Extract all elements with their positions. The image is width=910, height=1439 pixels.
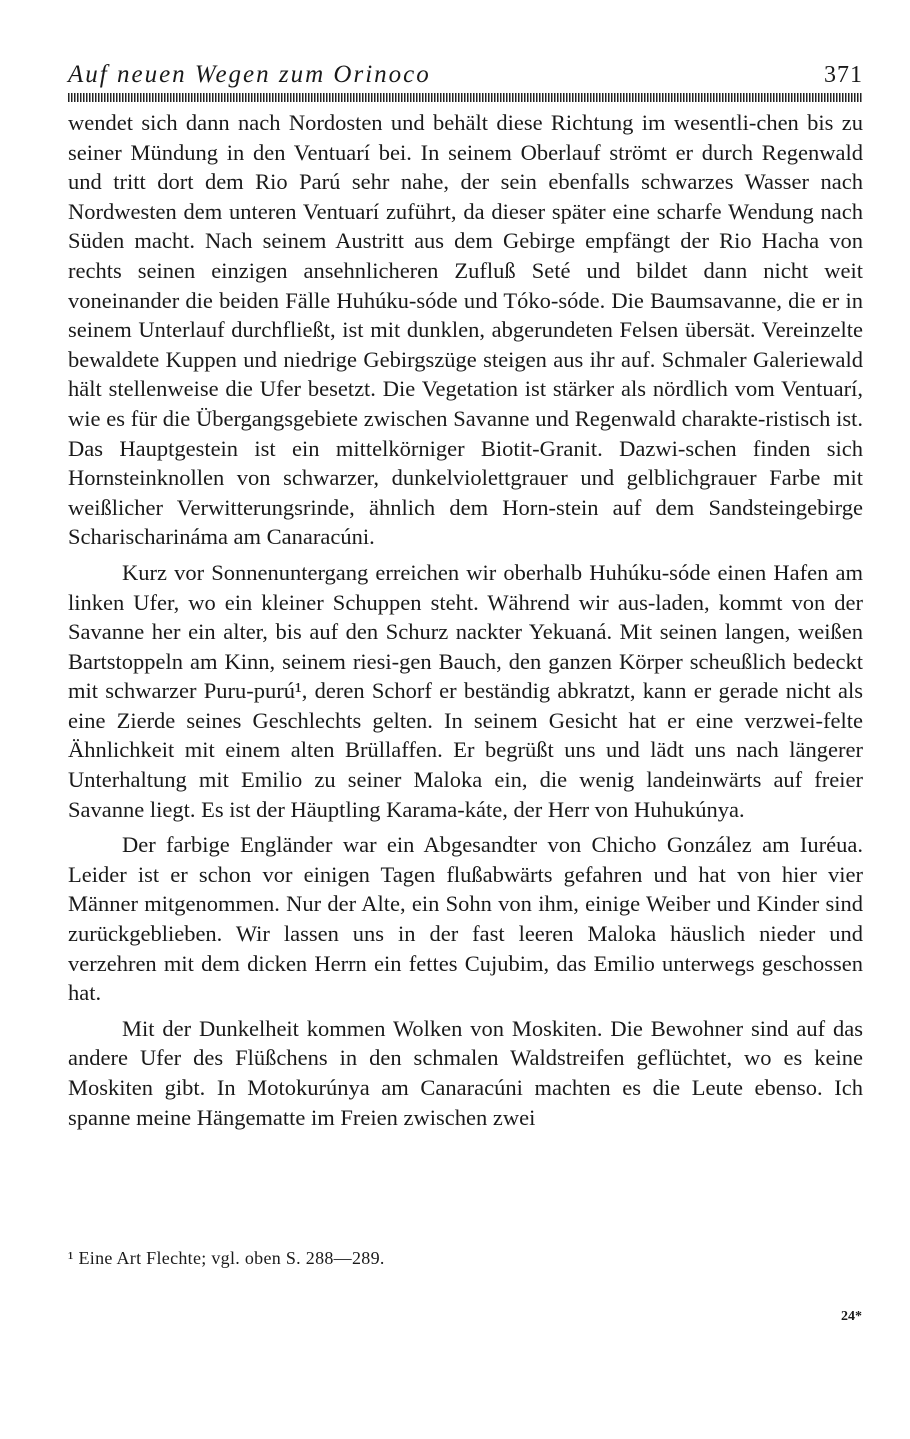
page-number: 371 [824, 62, 863, 88]
paragraph: Mit der Dunkelheit kommen Wolken von Moskiten. Die Bewohner sind auf das andere Ufer des Flüßchens in den schmalen Waldstreifen geflüchtet, wo es keine Moskiten gibt. In Motokurúnya am Canaracúni machten es die Leute ebenso. Ich spanne meine Hängematte im Freien zwischen zwei [68, 1015, 863, 1130]
page-header [68, 60, 863, 90]
paragraph: wendet sich dann nach Nordosten und behält diese Richtung im wesentli-chen bis zu seiner Mündung in den Ventuarí bei. In seinem Oberlauf strömt er durch Regenwald und tritt dort dem Rio Parú sehr nahe, der sein ebenfalls schwarzes Wasser nach Nordwesten dem unteren Ventuarí zuführt, da dieser später eine scharfe Wendung nach Süden macht. Nach seinem Austritt aus dem Gebirge empfängt der Rio Hacha von rechts seinen einzigen ansehnlicheren Zufluß Seté und bildet dann nicht weit voneinander die beiden Fälle Huhúku-sóde und Tóko-sóde. Die Baumsavanne, die er in seinem Unterlauf durchfließt, ist mit dunklen, abgerundeten Felsen übersät. Vereinzelte bewaldete Kuppen und niedrige Gebirgszüge steigen aus ihr auf. Schmaler Galeriewald hält stellenweise die Ufer besetzt. Die Vegetation ist stärker als nördlich vom Ventuarí, wie es für die Übergangsgebiete zwischen Savanne und Regenwald charakte-ristisch ist. Das Hauptgestein ist ein mittelkörniger Biotit-Granit. Dazwi-schen finden sich Hornsteinknollen von schwarzer, dunkelviolettgrauer und gelblichgrauer Farbe mit weißlicher Verwitterungsrinde, ähnlich dem Horn-stein auf dem Sandsteingebirge Scharischarináma am Canaracúni. [68, 110, 863, 550]
header-rule [68, 93, 863, 102]
signature-mark: 24* [841, 1309, 862, 1324]
paragraph: Kurz vor Sonnenuntergang erreichen wir oberhalb Huhúku-sóde einen Hafen am linken Ufer, wo ein kleiner Schuppen steht. Während wir aus-laden, kommt von der Savanne her ein alter, bis auf den Schurz nackter Yekuaná. Mit seinen langen, weißen Bartstoppeln am Kinn, seinem riesi-gen Bauch, den ganzen Körper scheußlich bedeckt mit schwarzer Puru-purú¹, deren Schorf er beständig abkratzt, kann er gerade nicht als eine Zierde seines Geschlechts gelten. In seinem Gesicht hat er eine verzwei-felte Ähnlichkeit mit einem alten Brüllaffen. Er begrüßt uns und lädt uns nach längerer Unterhaltung mit Emilio zu seiner Maloka ein, die wenig landeinwärts auf freier Savanne liegt. Es ist der Häuptling Karama-káte, der Herr von Huhukúnya. [68, 559, 863, 822]
running-title: Auf neuen Wegen zum Orinoco [68, 61, 431, 88]
paragraph: Der farbige Engländer war ein Abgesandter von Chicho González am Iuréua. Leider ist er schon vor einigen Tagen flußabwärts gefahren und hat von hier vier Männer mitgenommen. Nur der Alte, ein Sohn von ihm, einige Weiber und Kinder sind zurückgeblieben. Wir lassen uns in der fast leeren Maloka häuslich nieder und verzehren mit dem dicken Herrn ein fettes Cujubim, das Emilio unterwegs geschossen hat. [68, 832, 863, 1006]
body-text [68, 108, 863, 1138]
footnote: ¹ Eine Art Flechte; vgl. oben S. 288—289. [68, 1248, 385, 1268]
